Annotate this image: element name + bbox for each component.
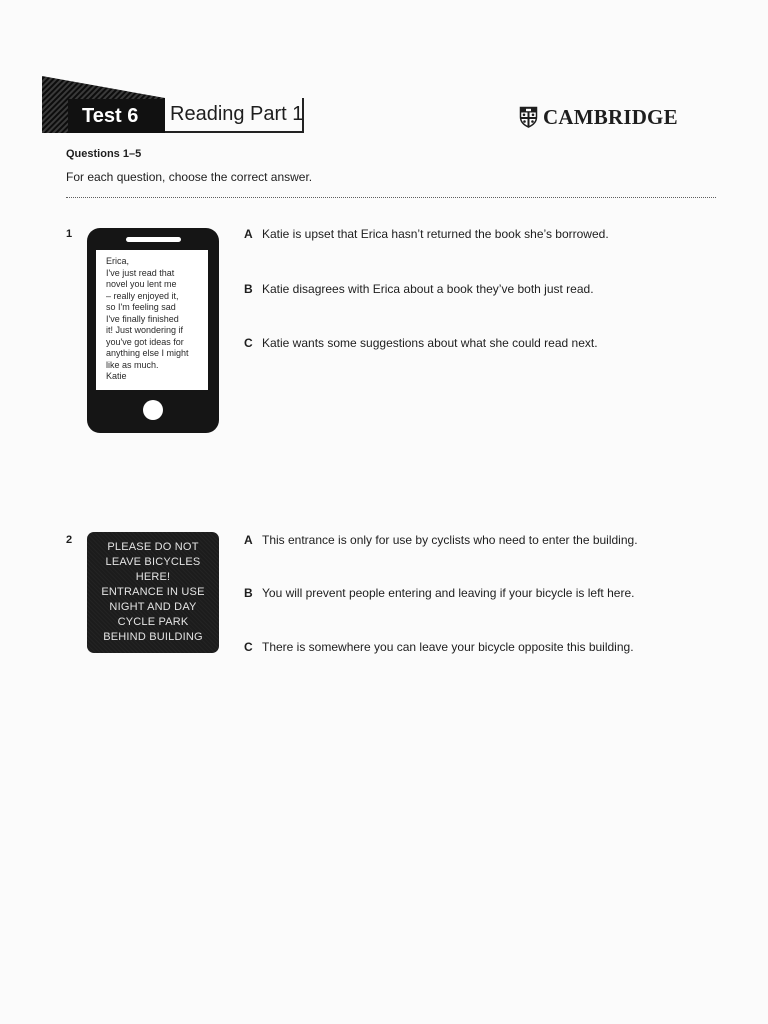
option-text: Katie wants some suggestions about what she could read next. <box>262 336 598 350</box>
phone-screen-message <box>96 250 208 390</box>
message-line: Katie <box>106 371 127 381</box>
question-number: 2 <box>66 534 73 546</box>
option-letter: C <box>244 640 253 654</box>
sign-line: HERE! <box>135 571 171 583</box>
message-line: – really enjoyed it, <box>106 290 179 301</box>
message-line: anything else I might <box>106 348 189 358</box>
message-line: Erica, <box>106 256 130 266</box>
answer-option <box>244 282 594 297</box>
answer-option <box>244 586 634 601</box>
sign-line: ENTRANCE IN USE <box>101 586 205 598</box>
instructions-text: For each question, choose the correct answer. <box>66 170 313 184</box>
option-letter: A <box>244 533 253 547</box>
phone-illustration <box>87 228 219 433</box>
message-line: it! Just wondering if <box>106 325 184 335</box>
message-line: so I'm feeling sad <box>106 302 176 312</box>
message-line: you've got ideas for <box>106 336 184 347</box>
phone-speaker <box>126 237 181 242</box>
option-text: There is somewhere you can leave your bicycle opposite this building. <box>262 640 634 654</box>
message-line: I've just read that <box>106 267 175 278</box>
option-text: Katie is upset that Erica hasn’t returned the book she’s borrowed. <box>262 227 609 241</box>
option-text: You will prevent people entering and leaving if your bicycle is left here. <box>262 586 635 600</box>
message-line: novel you lent me <box>106 279 177 289</box>
questions-heading: Questions 1–5 <box>66 148 142 160</box>
option-letter: C <box>244 336 253 350</box>
test-label: Test 6 <box>82 105 139 127</box>
sign-line: PLEASE DO NOT <box>107 541 199 553</box>
answer-option <box>244 640 634 655</box>
sign-line: LEAVE BICYCLES <box>105 556 201 568</box>
message-line: like as much. <box>106 359 159 370</box>
option-letter: A <box>244 227 253 241</box>
bicycle-sign <box>87 532 219 653</box>
brand-name: CAMBRIDGE <box>543 105 678 129</box>
option-text: This entrance is only for use by cyclists who need to enter the building. <box>262 533 638 547</box>
dotted-divider <box>66 197 716 198</box>
message-line: I've finally finished <box>106 313 179 324</box>
section-title: Reading Part 1 <box>165 98 304 133</box>
question-number: 1 <box>66 228 73 240</box>
sign-line: BEHIND BUILDING <box>103 631 203 643</box>
sign-line: NIGHT AND DAY <box>109 601 197 613</box>
answer-option <box>244 227 609 242</box>
option-text: Katie disagrees with Erica about a book they’ve both just read. <box>262 282 594 296</box>
option-letter: B <box>244 282 253 296</box>
sign-line: CYCLE PARK <box>117 616 189 628</box>
answer-option <box>244 336 598 351</box>
cambridge-shield-icon <box>519 106 538 128</box>
option-letter: B <box>244 586 253 600</box>
phone-home-button <box>143 400 163 420</box>
answer-option <box>244 533 638 548</box>
